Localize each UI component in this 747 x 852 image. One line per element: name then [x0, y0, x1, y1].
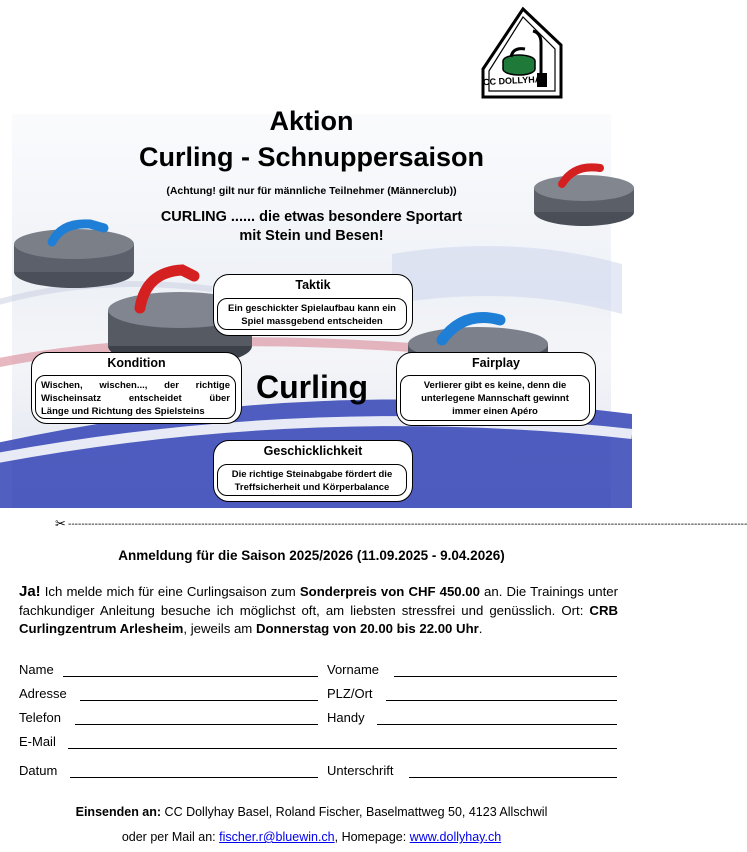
center-curling-word: Curling: [256, 369, 368, 405]
footer-einsenden-text: CC Dollyhay Basel, Roland Fischer, Baselmattweg 50, 4123 Allschwil: [161, 805, 548, 819]
para-text2: an. Die Trainings unter fachkundiger Anleitung besuche ich möglichst oft, am liebsten stressfrei und genüsslich. Ort:: [19, 584, 618, 618]
mail-link[interactable]: fischer.r@bluewin.ch: [219, 830, 335, 844]
name-field[interactable]: [63, 676, 318, 677]
telefon-field[interactable]: [75, 724, 318, 725]
tagline-line2: mit Stein und Besen!: [239, 228, 384, 244]
tagline-line1: CURLING ...... die etwas besondere Sportart: [160, 209, 463, 225]
footer-contact: [0, 830, 623, 844]
adresse-field[interactable]: [80, 700, 318, 701]
box-kondition: [31, 352, 242, 424]
scissors-icon: ✂: [55, 516, 66, 531]
box-taktik-text: Ein geschickter Spielaufbau kann ein Spiel massgebend entscheiden: [217, 298, 407, 330]
registration-title: Anmeldung für die Saison 2025/2026 (11.09.2025 - 9.04.2026): [118, 548, 505, 563]
sonderpreis: Sonderpreis von CHF 450.00: [299, 584, 480, 599]
ja-word: Ja!: [19, 583, 41, 600]
label-email: E-Mail: [19, 734, 56, 749]
email-field[interactable]: [68, 748, 617, 749]
plz-field[interactable]: [386, 700, 617, 701]
box-fairplay-text: Verlierer gibt es keine, denn die unterlegene Mannschaft gewinnt immer einen Apéro: [400, 375, 590, 421]
datum-field[interactable]: [70, 777, 318, 778]
box-taktik-title: Taktik: [295, 278, 331, 292]
label-unterschrift: Unterschrift: [327, 763, 394, 778]
label-adresse: Adresse: [19, 686, 67, 701]
box-geschicklichkeit: [213, 440, 413, 502]
logo-text: CC DOLLYHAY: [482, 73, 547, 88]
box-geschicklichkeit-text: Die richtige Steinabgabe fördert die Treffsicherheit und Körperbalance: [217, 464, 407, 496]
kondition-line2: Wischeinsatz entscheidet über: [41, 393, 230, 404]
para-text3: , jeweils am: [183, 621, 256, 636]
box-fairplay-title: Fairplay: [472, 356, 520, 370]
label-vorname: Vorname: [327, 662, 380, 677]
label-datum: Datum: [19, 763, 58, 778]
para-text1: Ich melde mich für eine Curlingsaison zum: [40, 584, 300, 599]
label-name: Name: [19, 662, 54, 677]
label-telefon: Telefon: [19, 710, 61, 725]
title-schnuppersaison: Curling - Schnuppersaison: [138, 142, 485, 172]
registration-paragraph: [19, 583, 618, 639]
vorname-field[interactable]: [394, 676, 617, 677]
footer-mail-prefix: oder per Mail an:: [121, 830, 220, 844]
label-handy: Handy: [327, 710, 365, 725]
title-aktion: Aktion: [269, 106, 354, 136]
unterschrift-field[interactable]: [409, 777, 617, 778]
footer-einsenden-label: Einsenden an:: [75, 805, 162, 819]
box-kondition-text: [35, 375, 236, 419]
cut-line: ------------------------------------------------------------------------------------------------------------------------------------------------------------------------------------------------------------: [68, 519, 747, 530]
kondition-line3: Länge und Richtung des Spielsteins: [41, 406, 205, 417]
zeit: Donnerstag von 20.00 bis 22.00 Uhr: [255, 621, 479, 636]
kondition-line1: Wischen, wischen..., der richtige: [41, 380, 230, 391]
box-fairplay: [396, 352, 596, 426]
label-plz: PLZ/Ort: [327, 686, 373, 701]
club-logo: [481, 7, 563, 99]
footer-send-to: [0, 805, 623, 819]
handy-field[interactable]: [377, 724, 617, 725]
footer-homepage-prefix: , Homepage:: [334, 830, 410, 844]
box-taktik: [213, 274, 413, 336]
box-kondition-title: Kondition: [107, 356, 166, 370]
ort: CRB Curlingzentrum Arlesheim: [19, 602, 618, 636]
box-geschicklichkeit-title: Geschicklichkeit: [263, 444, 363, 458]
homepage-link[interactable]: www.dollyhay.ch: [409, 830, 502, 844]
subtitle-notice: (Achtung! gilt nur für männliche Teilnehmer (Männerclub)): [166, 185, 457, 197]
para-text4: .: [478, 621, 483, 636]
